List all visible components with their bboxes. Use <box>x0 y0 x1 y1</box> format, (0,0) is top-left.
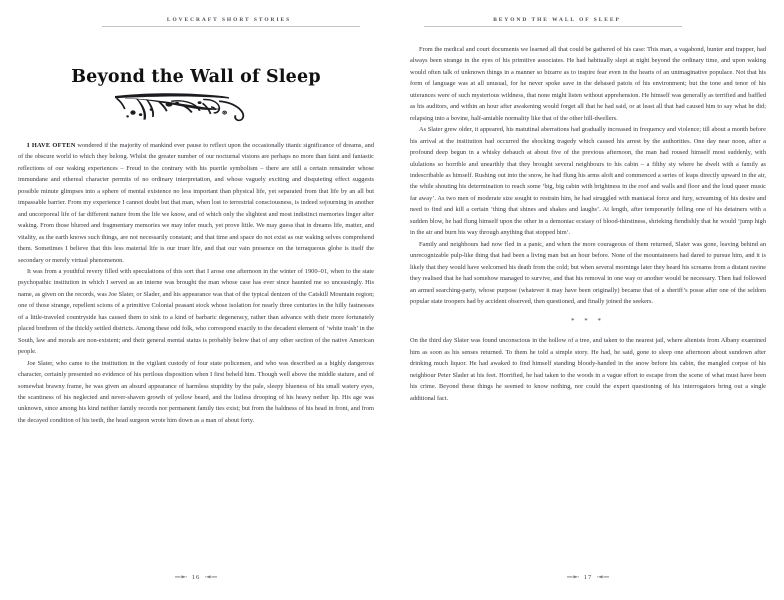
drop-lead-smallcaps: I HAVE OFTEN <box>27 142 76 149</box>
folio-ornament-left-icon <box>175 574 187 580</box>
paragraph <box>18 140 374 266</box>
running-head-series-title: LOVECRAFT SHORT STORIES <box>166 17 292 23</box>
paragraph: From the medical and court documents we learned all that could be gathered of his case: This man, a vagabond, hunter and trapper, had always been strange in the eyes of his primitive associates. He had habitually slept at night beyond the ordinary time, and upon waking would often talk of unknown things in a manner so bizarre as to inspire fear even in the hearts of an unimaginative populace. Not that his form of language was at all unusual, for he never spoke save in the debased patois of his environment; but the tone and tenor of his utterances were of such mysterious wildness, that none might listen without apprehension. He himself was generally as terrified and baffled as his auditors, and within an hour after awakening would forget all that he had said, or at least all that had caused him to say what he did; relapsing into a bovine, half-amiable normality like that of the other hill-dwellers. <box>410 46 766 122</box>
running-head-rule <box>102 26 360 27</box>
chapter-heading-block <box>18 66 374 124</box>
floral-flourish-ornament <box>18 90 374 124</box>
right-page-body <box>410 44 766 564</box>
paragraph: It was from a youthful revery filled with speculations of this sort that I arose one afternoon in the winter of 1900–01, when to the state psychopathic institution in which I served as an interne was brought the man whose case has ever since haunted me so unceasingly. His name, as given on the records, was Joe Slater, or Slader, and his appearance was that of the typical denizen of the Catskill Mountain region; one of those strange, repellent scions of a primitive Colonial peasant stock whose isolation for nearly three centuries in the hilly fastnesses of a little-traveled countryside has caused them to sink to a kind of barbaric degeneracy, rather than advance with their more fortunately placed brethren of the thickly settled districts. Among these odd folk, who correspond exactly to the decadent element of ‘white trash’ in the South, law and morals are non-existent; and their general mental status is probably below that of any other section of the native American people. <box>18 267 374 356</box>
section-break: * * * <box>571 317 605 326</box>
paragraph: On the third day Slater was found unconscious in the hollow of a tree, and taken to the nearest jail, where alienists from Albany examined him as soon as his senses returned. To them he told a simple story. He had, he said, gone to sleep one afternoon about sundown after drinking much liquor. He had awaked to find himself standing bloody-handed in the snow before his cabin, the mangled corpse of his neighbour Peter Slader at his feet. Horrified, he had taken to the woods in a vague effort to escape from the scene of what must have been his crime. Beyond these things he seemed to know nothing, nor could the expert questioning of his interrogators bring out a single additional fact. <box>410 337 766 402</box>
running-head-right <box>410 16 766 38</box>
paragraph: Family and neighbours had now fled in a panic, and when the more courageous of them returned, Slater was gone, leaving behind an unrecognizable pulp-like thing that had been a living man but an hour before. None of the mountaineers had dared to pursue him, and it is likely that they would have welcomed his death from the cold; but when several mornings later they heard his screams from a distant ravine they realised that he had somehow managed to survive, and that his removal in one way or another would be necessary. Then had followed an armed searching-party, whose purpose (whatever it may have been originally) became that of a sheriff’s posse after one of the seldom popular state troopers had by accident observed, then questioned, and finally joined the seekers. <box>410 240 766 305</box>
right-page <box>392 0 784 600</box>
running-head-story-title: BEYOND THE WALL OF SLEEP <box>493 17 621 23</box>
paragraph: Joe Slater, who came to the institution in the vigilant custody of four state policemen, and who was described as a highly dangerous character, certainly presented no evidence of his perilous disposition when I first beheld him. Though well above the middle stature, and of somewhat brawny frame, he was given an absurd appearance of harmless stupidity by the pale, sleepy blueness of his small watery eyes, the scantiness of his neglected and never-shaven growth of yellow beard, and the listless drooping of his heavy nether lip. His age was unknown, since among his kind neither family records nor permanent family ties exist; but from the baldness of his head in front, and from the decayed condition of his teeth, the head surgeon wrote him down as a man of about forty. <box>18 359 374 424</box>
folio-ornament-right-icon <box>597 574 609 580</box>
running-head-rule <box>424 26 682 27</box>
left-page-body <box>18 140 374 564</box>
paragraph-text: wondered if the majority of mankind ever pause to reflect upon the occasionally titanic significance of dreams, and of the obscure world to which they belong. Whilst the greater number of our nocturnal visions are perhaps no more than faint and fantastic reflections of our waking experiences – Freud to the contrary with his puerile symbolism – there are still a certain remainder whose immundane and ethereal character permits of no ordinary interpretation, and whose vaguely exciting and disquieting effect suggests possible minute glimpses into a sphere of mental existence no less important than physical life, yet separated from that life by an all but impassable barrier. From my experience I cannot doubt but that man, when lost to terrestrial consciousness, is indeed sojourning in another and uncorporeal life of far different nature from the life we know, and of which only the slightest and most indistinct memories linger after waking. From those blurred and fragmentary memories we may infer much, yet prove little. We may guess that in dreams life, matter, and vitality, as the earth knows such things, are not necessarily constant; and that time and space do not exist as our waking selves comprehend them. Sometimes I believe that this less material life is our truer life, and that our vain presence on the terraqueous globe is itself the secondary or merely virtual phenomenon. <box>18 142 374 264</box>
page-number: 17 <box>583 573 593 581</box>
paragraph: As Slater grew older, it appeared, his matutinal aberrations had gradually increased in frequency and violence; till about a month before his arrival at the institution had occurred the shocking tragedy which caused his arrest by the authorities. One day near noon, after a profound deep begun in a whisky debauch at about five of the previous afternoon, the man had roused himself most suddenly, with ululations so horrible and unearthly that they brought several neighbours to his cabin – a filthy sty where he dwelt with a family as indescribable as himself. Rushing out into the snow, he had flung his arms aloft and commenced a series of leaps directly upward in the air, the while shouting his determination to reach some ‘big, big cabin with brightness in the roof and walls and floor and the loud queer music far away’. As two men of moderate size sought to restrain him, he had struggled with maniacal force and fury, screaming of his desire and need to find and kill a certain ‘thing that shines and shakes and laughs’. At length, after temporarily felling one of his detainers with a sudden blow, he had flung himself upon the other in a demoniac ecstasy of blood-thirstiness, shrieking fiendishly that he would ‘jump high in the air and burn his way through anything that stopped him’. <box>410 126 766 237</box>
folio-ornament-left-icon <box>567 574 579 580</box>
running-head-left <box>18 16 374 38</box>
page-title: Beyond the Wall of Sleep <box>71 67 321 87</box>
folio-left <box>18 564 374 590</box>
page-number: 16 <box>191 573 201 581</box>
folio-right <box>410 564 766 590</box>
folio-ornament-right-icon <box>205 574 217 580</box>
